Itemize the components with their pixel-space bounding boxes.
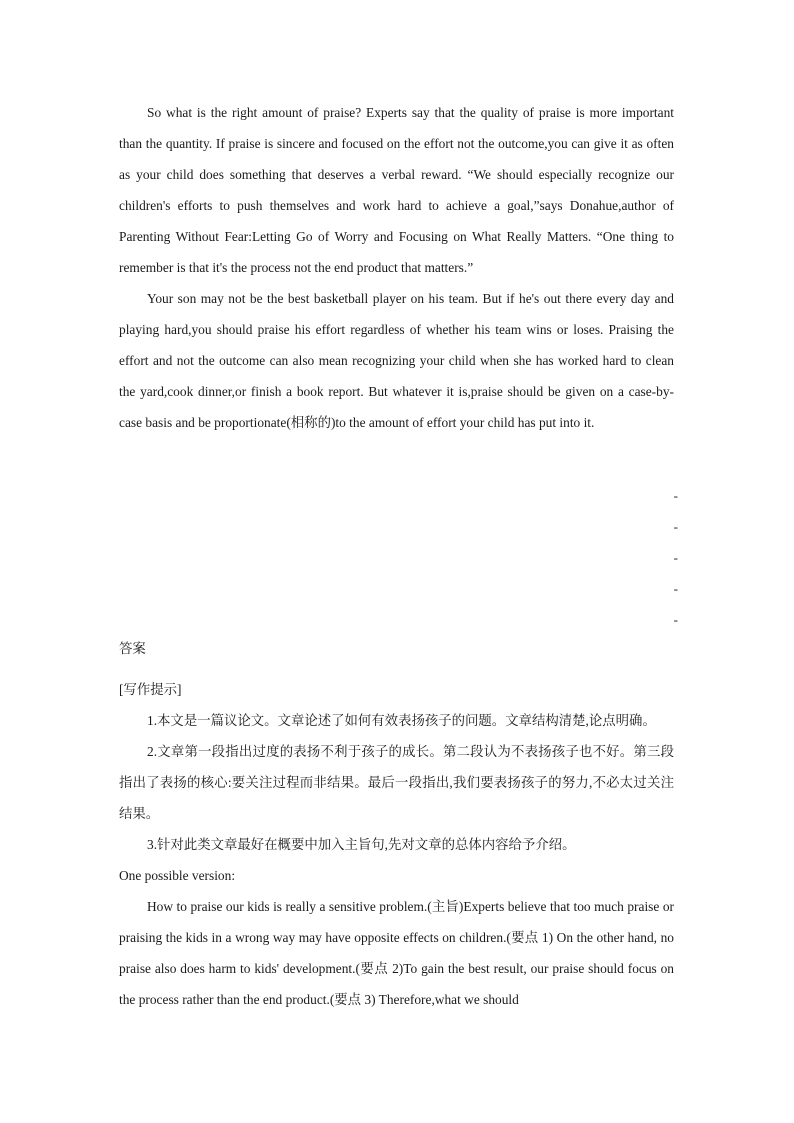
- margin-dash: -: [673, 612, 678, 627]
- passage-paragraph-2: Your son may not be the best basketball player on his team. But if he's out there every day and playing hard,you should praise his effort regardless of whether his team wins or loses. Praising the effort and not the outcome can also mean recognizing your child when she has worked hard to clean the yard,cook dinner,or finish a book report. But whatever it is,praise should be given on a case-by-case basis and be proportionate(相称的)to the amount of effort your child has put into it.: [119, 291, 674, 430]
- margin-dash: -: [673, 581, 678, 596]
- possible-version-heading: One possible version:: [119, 868, 236, 883]
- margin-dash: -: [673, 488, 678, 503]
- writing-tips-heading: [写作提示]: [119, 682, 182, 697]
- possible-version-text: How to praise our kids is really a sensitive problem.(主旨)Experts believe that too much praise or praising the kids in a wrong way may have opposite effects on children.(要点 1) On the other hand, no praise also does harm to kids' development.(要点 2)To gain the best result, our praise should focus on the process rather than the end product.(要点 3) Therefore,what we should: [119, 899, 674, 1007]
- passage-paragraph-1: So what is the right amount of praise? Experts say that the quality of praise is more important than the quantity. If praise is sincere and focused on the effort not the outcome,you can give it as often as your child does something that deserves a verbal reward. “We should especially recognize our children's efforts to push themselves and work hard to achieve a goal,”says Donahue,author of Parenting Without Fear:Letting Go of Worry and Focusing on What Really Matters. “One thing to remember is that it's the process not the end product that matters.”: [119, 105, 674, 275]
- answer-heading: 答案: [119, 641, 146, 656]
- answer-section: [119, 633, 674, 1015]
- writing-tip-1: 1.本文是一篇议论文。文章论述了如何有效表扬孩子的问题。文章结构清楚,论点明确。: [147, 713, 656, 728]
- margin-dash: -: [673, 550, 678, 565]
- margin-dash: -: [673, 519, 678, 534]
- margin-dash-column: [664, 480, 678, 635]
- passage: [119, 97, 674, 438]
- writing-tip-2: 2.文章第一段指出过度的表扬不利于孩子的成长。第二段认为不表扬孩子也不好。第三段指出了表扬的核心:要关注过程而非结果。最后一段指出,我们要表扬孩子的努力,不必太过关注结果。: [119, 744, 674, 821]
- writing-tip-3: 3.针对此类文章最好在概要中加入主旨句,先对文章的总体内容给予介绍。: [147, 837, 576, 852]
